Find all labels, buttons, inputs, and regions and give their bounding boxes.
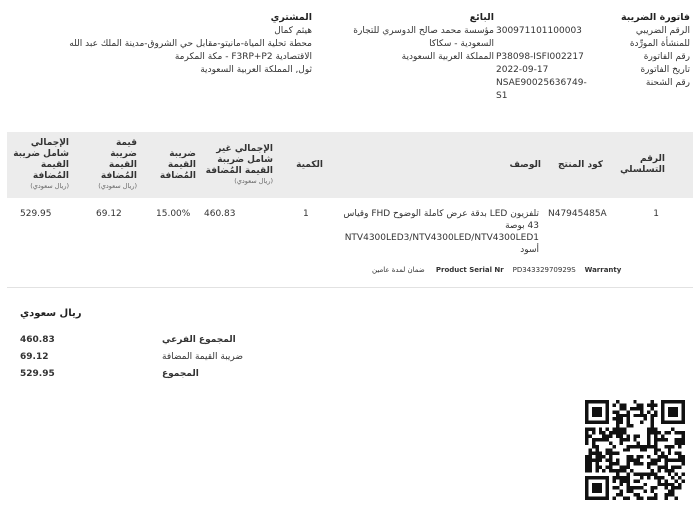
- row-description: تلفزيون LED بدقة عرض كاملة الوضوح FHD وقياس 43 بوصة NTV4300LED3/NTV4300LED/NTV4300LED1 أسود: [343, 209, 539, 255]
- vat-value: 69.12: [20, 352, 49, 362]
- shipment-number-value: NSAE90025636749-: [496, 78, 587, 88]
- seller-info: [354, 11, 494, 64]
- seller-city: السعودية - سكاكا: [429, 39, 494, 49]
- invoice-number-value: P38098-ISFI002217: [496, 52, 584, 62]
- th-serial: الرقم التسلسلي: [620, 154, 665, 175]
- row-vat-amount: 69.12: [96, 209, 122, 219]
- warranty-value: ضمان لمدة عامين: [372, 266, 425, 274]
- buyer-address-2: الاقتصادية F3RP+P2 - مكة المكرمة: [174, 52, 312, 62]
- subtotal-row: [20, 335, 250, 349]
- invoice-date-label: تاريخ الفاتورة: [640, 65, 690, 75]
- invoice-info: [586, 11, 690, 90]
- th-product-code: كود المنتج: [558, 160, 603, 170]
- subtotal-value: 460.83: [20, 335, 55, 345]
- row-total-excl: 460.83: [204, 209, 236, 219]
- row-product-code: N47945485A: [548, 209, 607, 219]
- shipment-number-suffix: S1: [496, 91, 508, 101]
- row-total-incl: 529.95: [20, 209, 52, 219]
- summary-currency: ريال سعودي: [20, 308, 82, 319]
- th-description: الوصف: [509, 160, 541, 170]
- items-table-header: [7, 132, 693, 198]
- product-serial-line: [372, 266, 621, 274]
- row-vat-rate: 15.00%: [156, 209, 191, 219]
- th-quantity: الكمية: [296, 160, 323, 170]
- shipment-number-label: رقم الشحنة: [645, 78, 690, 88]
- qr-code-icon: [585, 400, 685, 500]
- invoice-date-value: 2022-09-17: [496, 65, 549, 75]
- th-vat-amount: قيمة ضريبة القيمة المُضافة (ريال سعودي): [98, 138, 137, 190]
- tax-number-value: 300971101100003: [496, 26, 582, 36]
- product-serial-value: PD34332970929S: [512, 266, 576, 274]
- buyer-address-1: محطة تحلية المياة-مانيتو-مقابل حي الشروق-مدينة الملك عبد الله: [69, 39, 312, 49]
- th-total-incl: الإجمالي شامل ضريبة القيمة المُضافة (ريال سعودي): [13, 138, 69, 190]
- row-serial: 1: [653, 209, 659, 219]
- invoice-heading: فاتورة الضريبة: [621, 12, 690, 23]
- divider: [7, 287, 693, 288]
- seller-heading: البائع: [469, 12, 494, 23]
- vat-label: ضريبة القيمة المضافة: [162, 352, 244, 362]
- th-total-excl: الإجمالي غير شامل ضريبة القيمة المُضافة (ريال سعودي): [205, 144, 273, 185]
- seller-country: المملكة العربية السعودية: [401, 52, 494, 62]
- product-serial-label: Product Serial Nr: [435, 266, 504, 274]
- invoice-number-label: رقم الفاتورة: [643, 52, 690, 62]
- buyer-name: هيثم كمال: [274, 26, 312, 36]
- buyer-heading: المشتري: [270, 12, 312, 23]
- seller-name: مؤسسة محمد صالح الدوسري للتجارة: [353, 26, 494, 36]
- invoice-values: [496, 11, 588, 103]
- total-label: المجموع: [162, 369, 199, 379]
- th-vat-rate: ضريبة القيمة المُضافة: [159, 149, 196, 181]
- buyer-info: [69, 11, 312, 77]
- row-quantity: 1: [303, 209, 309, 219]
- vat-row: [20, 352, 250, 366]
- total-row: [20, 369, 250, 383]
- total-value: 529.95: [20, 369, 55, 379]
- warranty-label: Warranty: [584, 266, 622, 274]
- supplier-label: للمنشأة المورِّدة: [629, 39, 690, 49]
- tax-number-label: الرقم الضريبي: [635, 26, 690, 36]
- subtotal-label: المجموع الفرعي: [162, 335, 236, 345]
- buyer-address-3: ثول, المملكة العربية السعودية: [200, 65, 312, 75]
